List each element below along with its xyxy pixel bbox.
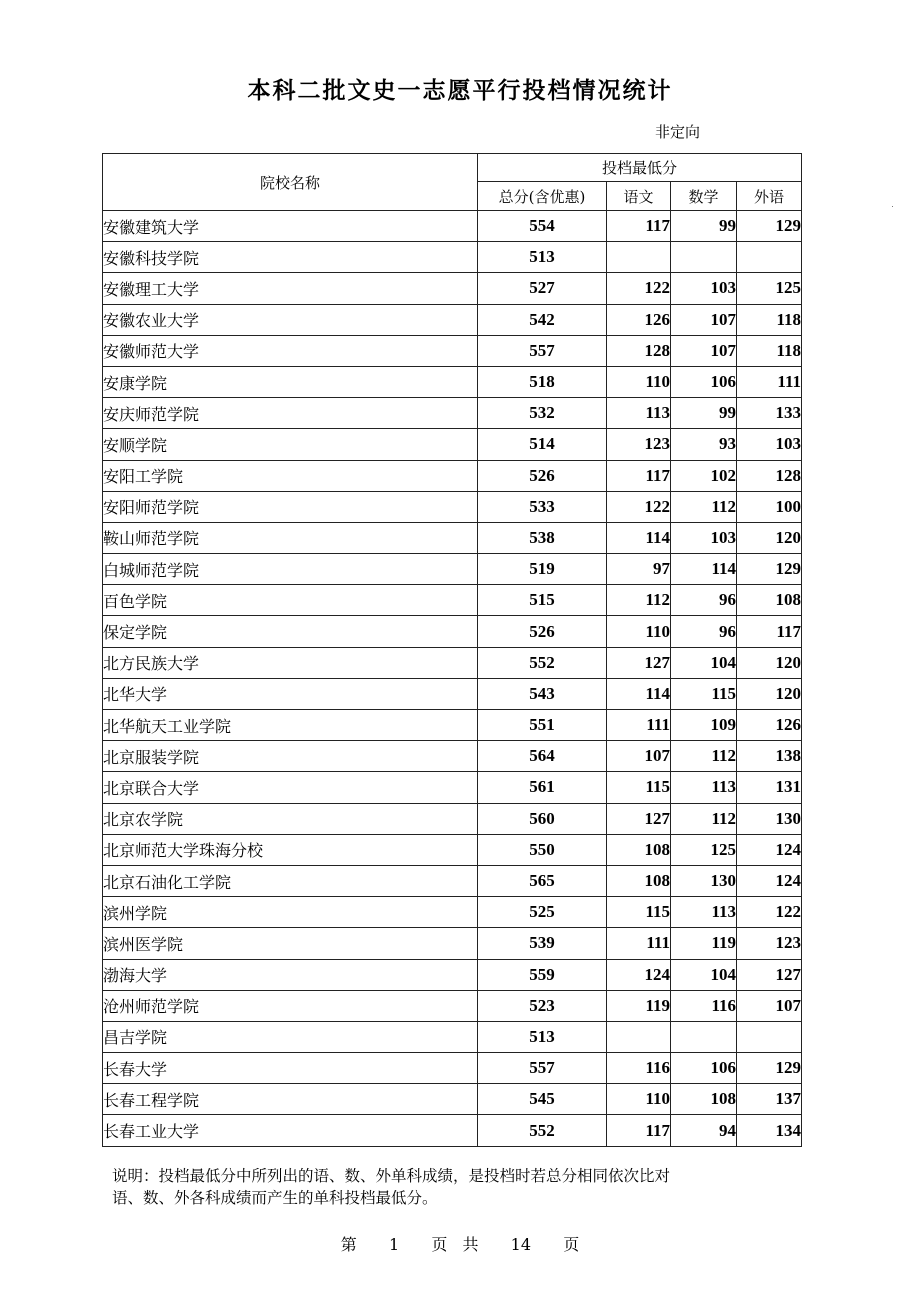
school-name-cell: 鞍山师范学院: [103, 522, 478, 553]
school-name-cell: 滨州学院: [103, 897, 478, 928]
total-score-cell: 532: [478, 398, 607, 429]
total-score-cell: 525: [478, 897, 607, 928]
chinese-score-cell: 122: [607, 491, 671, 522]
page-footer: [0, 1232, 920, 1255]
foreign-score-cell: 127: [737, 959, 802, 990]
math-score-cell: 125: [671, 834, 737, 865]
foreign-score-cell: 129: [737, 211, 802, 242]
chinese-score-cell: 108: [607, 834, 671, 865]
chinese-score-cell: 115: [607, 897, 671, 928]
school-name-cell: 北京师范大学珠海分校: [103, 834, 478, 865]
math-score-cell: 109: [671, 710, 737, 741]
total-score-cell: 538: [478, 522, 607, 553]
total-score-cell: 515: [478, 585, 607, 616]
math-score-cell: 115: [671, 678, 737, 709]
foreign-score-cell: [737, 1021, 802, 1052]
total-score-cell: 543: [478, 678, 607, 709]
school-name-cell: 长春大学: [103, 1053, 478, 1084]
total-score-cell: 513: [478, 1021, 607, 1052]
math-score-cell: 112: [671, 803, 737, 834]
chinese-score-cell: 108: [607, 865, 671, 896]
table-row: [103, 585, 802, 616]
foreign-score-cell: 107: [737, 990, 802, 1021]
chinese-score-cell: 126: [607, 304, 671, 335]
total-score-cell: 559: [478, 959, 607, 990]
table-row: [103, 616, 802, 647]
math-score-cell: 130: [671, 865, 737, 896]
total-score-cell: 526: [478, 616, 607, 647]
chinese-score-cell: 110: [607, 616, 671, 647]
foreign-score-cell: 130: [737, 803, 802, 834]
chinese-score-cell: 119: [607, 990, 671, 1021]
table-row: [103, 647, 802, 678]
table-row: [103, 834, 802, 865]
math-score-cell: 106: [671, 1053, 737, 1084]
school-name-cell: 渤海大学: [103, 959, 478, 990]
school-name-cell: 北京石油化工学院: [103, 865, 478, 896]
chinese-score-cell: [607, 242, 671, 273]
total-score-cell: 542: [478, 304, 607, 335]
foreign-score-cell: 133: [737, 398, 802, 429]
table-row: [103, 522, 802, 553]
math-score-cell: 107: [671, 335, 737, 366]
total-score-cell: 523: [478, 990, 607, 1021]
foreign-score-cell: 118: [737, 304, 802, 335]
table-row: [103, 678, 802, 709]
foreign-score-cell: 134: [737, 1115, 802, 1146]
chinese-score-cell: 97: [607, 554, 671, 585]
stray-mark: [892, 206, 893, 207]
math-score-cell: 102: [671, 460, 737, 491]
math-score-cell: 119: [671, 928, 737, 959]
header-total: 总分(含优惠): [478, 182, 607, 211]
school-name-cell: 安徽农业大学: [103, 304, 478, 335]
table-row: [103, 304, 802, 335]
foreign-score-cell: 126: [737, 710, 802, 741]
school-name-cell: 滨州医学院: [103, 928, 478, 959]
math-score-cell: 96: [671, 585, 737, 616]
foreign-score-cell: 120: [737, 678, 802, 709]
school-name-cell: 北方民族大学: [103, 647, 478, 678]
foreign-score-cell: 129: [737, 554, 802, 585]
chinese-score-cell: [607, 1021, 671, 1052]
school-name-cell: 安庆师范学院: [103, 398, 478, 429]
footer-current-page: 1: [388, 1235, 400, 1254]
school-name-cell: 安阳工学院: [103, 460, 478, 491]
total-score-cell: 561: [478, 772, 607, 803]
total-score-cell: 564: [478, 741, 607, 772]
foreign-score-cell: 129: [737, 1053, 802, 1084]
table-row: [103, 897, 802, 928]
subtitle-category: 非定向: [655, 123, 701, 141]
chinese-score-cell: 112: [607, 585, 671, 616]
table-row: [103, 959, 802, 990]
chinese-score-cell: 127: [607, 647, 671, 678]
school-name-cell: 北京农学院: [103, 803, 478, 834]
table-row: [103, 865, 802, 896]
chinese-score-cell: 114: [607, 678, 671, 709]
foreign-score-cell: 108: [737, 585, 802, 616]
school-name-cell: 长春工程学院: [103, 1084, 478, 1115]
school-name-cell: 安康学院: [103, 366, 478, 397]
math-score-cell: 113: [671, 897, 737, 928]
table-row: [103, 554, 802, 585]
school-name-cell: 北华航天工业学院: [103, 710, 478, 741]
table-row: [103, 211, 802, 242]
foreign-score-cell: 103: [737, 429, 802, 460]
math-score-cell: 112: [671, 491, 737, 522]
table-row: [103, 398, 802, 429]
total-score-cell: 560: [478, 803, 607, 834]
math-score-cell: 103: [671, 522, 737, 553]
table-body: [103, 211, 802, 1147]
math-score-cell: 107: [671, 304, 737, 335]
table-row: [103, 366, 802, 397]
note-line-1: 说明：投档最低分中所列出的语、数、外单科成绩，是投档时若总分相同依次比对: [112, 1167, 671, 1185]
chinese-score-cell: 128: [607, 335, 671, 366]
total-score-cell: 565: [478, 865, 607, 896]
math-score-cell: [671, 1021, 737, 1052]
chinese-score-cell: 113: [607, 398, 671, 429]
table-row: [103, 928, 802, 959]
chinese-score-cell: 111: [607, 710, 671, 741]
chinese-score-cell: 110: [607, 366, 671, 397]
table-row: [103, 335, 802, 366]
math-score-cell: 116: [671, 990, 737, 1021]
chinese-score-cell: 114: [607, 522, 671, 553]
foreign-score-cell: 125: [737, 273, 802, 304]
foreign-score-cell: 124: [737, 834, 802, 865]
chinese-score-cell: 117: [607, 1115, 671, 1146]
table-row: [103, 741, 802, 772]
total-score-cell: 557: [478, 335, 607, 366]
chinese-score-cell: 117: [607, 460, 671, 491]
school-name-cell: 百色学院: [103, 585, 478, 616]
foreign-score-cell: 137: [737, 1084, 802, 1115]
total-score-cell: 514: [478, 429, 607, 460]
school-name-cell: 安顺学院: [103, 429, 478, 460]
math-score-cell: 104: [671, 959, 737, 990]
school-name-cell: 沧州师范学院: [103, 990, 478, 1021]
school-name-cell: 北京服装学院: [103, 741, 478, 772]
total-score-cell: 539: [478, 928, 607, 959]
school-name-cell: 北华大学: [103, 678, 478, 709]
math-score-cell: 114: [671, 554, 737, 585]
admission-score-table: [102, 153, 802, 1147]
table-row: [103, 1115, 802, 1146]
school-name-cell: 安徽科技学院: [103, 242, 478, 273]
math-score-cell: 113: [671, 772, 737, 803]
total-score-cell: 526: [478, 460, 607, 491]
foreign-score-cell: 131: [737, 772, 802, 803]
math-score-cell: 93: [671, 429, 737, 460]
explanatory-note: [112, 1165, 802, 1209]
foreign-score-cell: 138: [737, 741, 802, 772]
table-row: [103, 273, 802, 304]
table-row: [103, 772, 802, 803]
header-foreign: 外语: [737, 182, 802, 211]
math-score-cell: [671, 242, 737, 273]
header-math: 数学: [671, 182, 737, 211]
footer-middle: 页 共: [431, 1235, 479, 1254]
total-score-cell: 552: [478, 1115, 607, 1146]
total-score-cell: 533: [478, 491, 607, 522]
table-row: [103, 803, 802, 834]
header-min-score-group: 投档最低分: [478, 154, 802, 182]
total-score-cell: 554: [478, 211, 607, 242]
chinese-score-cell: 107: [607, 741, 671, 772]
chinese-score-cell: 122: [607, 273, 671, 304]
math-score-cell: 106: [671, 366, 737, 397]
school-name-cell: 安徽师范大学: [103, 335, 478, 366]
chinese-score-cell: 117: [607, 211, 671, 242]
chinese-score-cell: 111: [607, 928, 671, 959]
footer-prefix: 第: [340, 1235, 357, 1254]
total-score-cell: 527: [478, 273, 607, 304]
table-row: [103, 491, 802, 522]
header-chinese: 语文: [607, 182, 671, 211]
school-name-cell: 保定学院: [103, 616, 478, 647]
school-name-cell: 昌吉学院: [103, 1021, 478, 1052]
math-score-cell: 96: [671, 616, 737, 647]
total-score-cell: 552: [478, 647, 607, 678]
chinese-score-cell: 127: [607, 803, 671, 834]
table-row: [103, 460, 802, 491]
math-score-cell: 112: [671, 741, 737, 772]
math-score-cell: 94: [671, 1115, 737, 1146]
school-name-cell: 长春工业大学: [103, 1115, 478, 1146]
chinese-score-cell: 110: [607, 1084, 671, 1115]
total-score-cell: 557: [478, 1053, 607, 1084]
school-name-cell: 安徽建筑大学: [103, 211, 478, 242]
total-score-cell: 519: [478, 554, 607, 585]
total-score-cell: 518: [478, 366, 607, 397]
math-score-cell: 99: [671, 398, 737, 429]
total-score-cell: 551: [478, 710, 607, 741]
foreign-score-cell: 123: [737, 928, 802, 959]
document-title: 本科二批文史一志愿平行投档情况统计: [247, 77, 673, 104]
school-name-cell: 安阳师范学院: [103, 491, 478, 522]
note-line-2: 语、数、外各科成绩而产生的单科投档最低分。: [112, 1189, 438, 1207]
foreign-score-cell: 122: [737, 897, 802, 928]
footer-suffix: 页: [563, 1235, 580, 1254]
school-name-cell: 安徽理工大学: [103, 273, 478, 304]
total-score-cell: 545: [478, 1084, 607, 1115]
foreign-score-cell: 120: [737, 522, 802, 553]
math-score-cell: 99: [671, 211, 737, 242]
table-row: [103, 1084, 802, 1115]
foreign-score-cell: 111: [737, 366, 802, 397]
chinese-score-cell: 123: [607, 429, 671, 460]
chinese-score-cell: 124: [607, 959, 671, 990]
school-name-cell: 北京联合大学: [103, 772, 478, 803]
math-score-cell: 108: [671, 1084, 737, 1115]
total-score-cell: 513: [478, 242, 607, 273]
chinese-score-cell: 116: [607, 1053, 671, 1084]
chinese-score-cell: 115: [607, 772, 671, 803]
school-name-cell: 白城师范学院: [103, 554, 478, 585]
math-score-cell: 103: [671, 273, 737, 304]
math-score-cell: 104: [671, 647, 737, 678]
table-row: [103, 1053, 802, 1084]
header-school-name: 院校名称: [103, 154, 478, 211]
foreign-score-cell: 128: [737, 460, 802, 491]
table-row: [103, 710, 802, 741]
foreign-score-cell: 124: [737, 865, 802, 896]
table-row: [103, 429, 802, 460]
foreign-score-cell: [737, 242, 802, 273]
footer-total-pages: 14: [510, 1235, 531, 1254]
foreign-score-cell: 120: [737, 647, 802, 678]
foreign-score-cell: 118: [737, 335, 802, 366]
foreign-score-cell: 117: [737, 616, 802, 647]
total-score-cell: 550: [478, 834, 607, 865]
table-row: [103, 242, 802, 273]
table-row: [103, 990, 802, 1021]
table-row: [103, 1021, 802, 1052]
foreign-score-cell: 100: [737, 491, 802, 522]
